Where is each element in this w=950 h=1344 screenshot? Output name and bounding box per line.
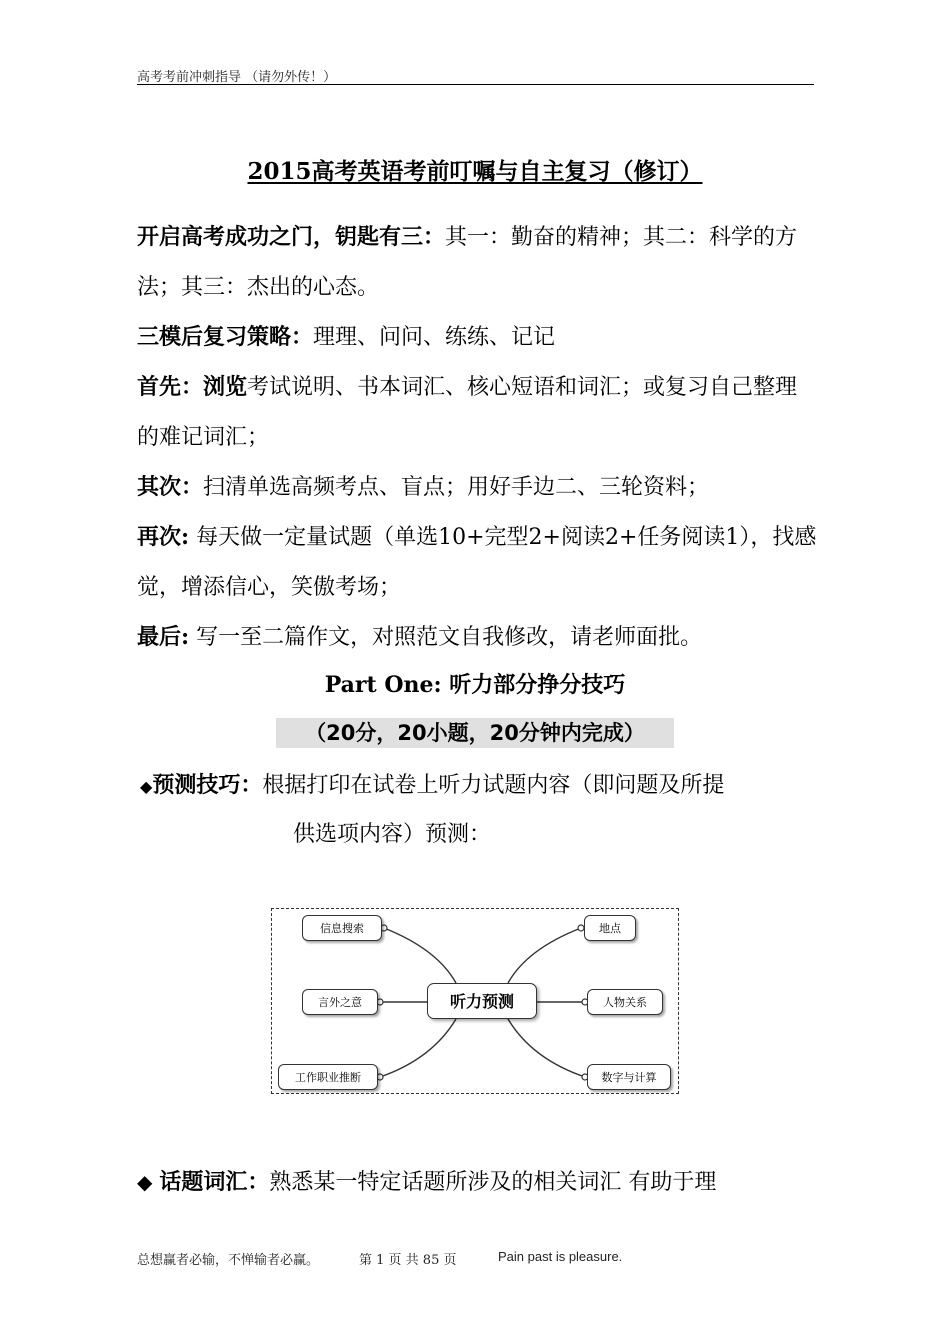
node-job-inference: 工作职业推断: [278, 1064, 378, 1090]
node-place: 地点: [584, 915, 636, 941]
last-text: 写一至二篇作文，对照范文自我修改，请老师面批。: [189, 625, 703, 650]
diamond-bullet-icon: ◆: [140, 777, 153, 796]
prediction-text-continued: 供选项内容）预测：: [293, 822, 492, 847]
diamond-bullet-icon: ◆: [137, 1170, 153, 1194]
node-implied-meaning: 言外之意: [302, 989, 378, 1015]
connector-info: [384, 928, 456, 983]
part-one-subheading: （20分，20小题，20分钟内完成）: [276, 718, 674, 748]
first-text: 考试说明、书本词汇、核心短语和词汇；或复习自己整理的难记词汇；: [137, 375, 798, 450]
topic-text: 熟悉某一特定话题所涉及的相关词汇 有助于理: [269, 1170, 717, 1195]
strategy-bold: 三模后复习策略：: [137, 324, 314, 350]
first-bold-browse: 浏览: [203, 374, 248, 400]
prediction-bold: 预测技巧：: [152, 772, 263, 798]
node-relationship: 人物关系: [587, 989, 663, 1015]
strategy-paragraph: [137, 312, 817, 363]
topic-vocabulary-paragraph: [137, 1160, 827, 1205]
prediction-text: 根据打印在试卷上听力试题内容（即问题及所提: [262, 773, 725, 798]
document-title: [0, 153, 950, 186]
node-listening-prediction: 听力预测: [427, 983, 537, 1019]
title-text: 2015高考英语考前叮嘱与自主复习（修订）: [247, 158, 703, 185]
second-paragraph: [137, 462, 817, 513]
connector-job: [380, 1019, 456, 1077]
last-bold: 最后:: [137, 624, 190, 650]
second-bold: 其次：: [137, 474, 204, 500]
strategy-text: 理理、问问、练练、记记: [313, 325, 556, 350]
part-one-heading: Part One: 听力部分挣分技巧: [324, 672, 626, 698]
footer-motto: 总想赢者必输，不惮输者必赢。: [137, 1253, 320, 1268]
first-bold: 首先：: [137, 374, 204, 400]
topic-bold: 话题词汇：: [159, 1169, 270, 1195]
node-info-search: 信息搜索: [302, 915, 382, 941]
prediction-paragraph: [140, 760, 820, 812]
page-header: 高考考前冲刺指导 （请勿外传！）: [137, 70, 337, 85]
footer-quote: Pain past is pleasure.: [498, 1249, 623, 1264]
connector-numbers: [508, 1019, 585, 1077]
header-rule: [137, 84, 814, 85]
first-paragraph: [137, 362, 817, 463]
last-paragraph: [137, 612, 817, 663]
footer-page-number: 第 1 页 共 85 页: [359, 1253, 457, 1268]
listening-prediction-diagram: [271, 908, 679, 1094]
third-paragraph: [137, 512, 817, 613]
third-text: 每天做一定量试题（单选10+完型2+阅读2+任务阅读1），找感觉，增添信心，笑傲考场；: [137, 525, 817, 600]
intro-bold: 开启高考成功之门，钥匙有三：: [137, 224, 446, 250]
third-bold: 再次:: [137, 524, 190, 550]
connector-place: [508, 928, 581, 983]
second-text: 扫清单选高频考点、盲点；用好手边二、三轮资料；: [203, 475, 710, 500]
intro-text: 其一：勤奋的精神；其二：科学的方法；其三：杰出的心态。: [137, 225, 798, 300]
intro-paragraph: [137, 212, 817, 313]
node-numbers-calculation: 数字与计算: [587, 1064, 671, 1090]
